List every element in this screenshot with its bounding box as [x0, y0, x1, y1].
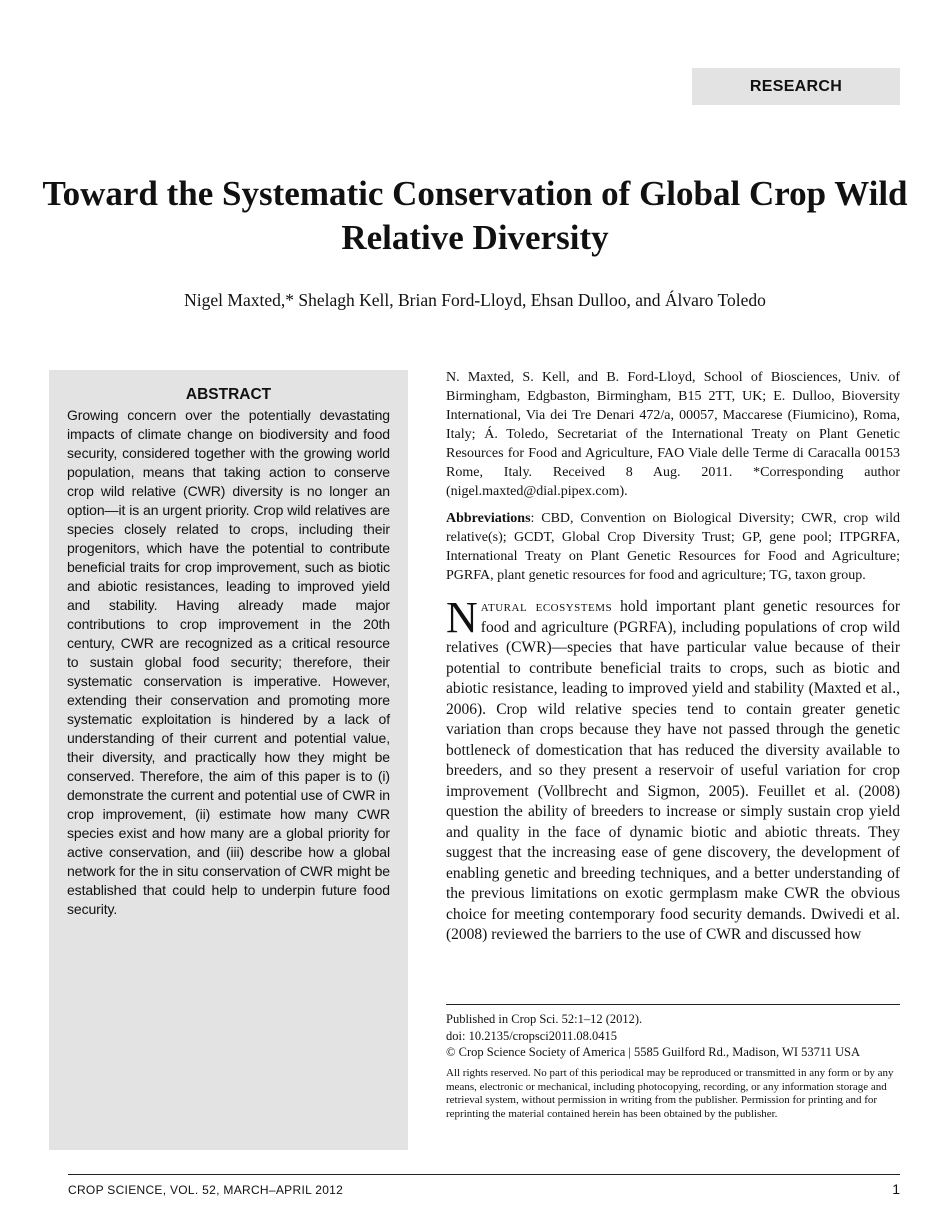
drop-cap: N	[446, 593, 478, 642]
publication-divider	[446, 1004, 900, 1005]
page-number: 1	[892, 1181, 900, 1197]
publication-info	[446, 1011, 900, 1061]
abbreviations-text: : CBD, Convention on Biological Diversity; CWR, crop wild relative(s); GCDT, Global Crop Diversity Trust; GP, gene pool; ITPGRFA, International Treaty on Plant Genetic Resources for Food and Agriculture; PGRFA, plant genetic resources for food and agriculture; TG, taxon group.	[446, 511, 900, 583]
rights-notice: All rights reserved. No part of this periodical may be reproduced or transmitted in any form or by any means, electronic or mechanical, including photocopying, recording, or any information storage and retrieval system, without permission in writing from the publisher. Permission for printing and for reprinting the material contained herein has been obtained by the publisher.	[446, 1067, 894, 1120]
journal-footer: CROP SCIENCE, VOL. 52, MARCH–APRIL 2012	[68, 1183, 344, 1197]
society-address: © Crop Science Society of America | 5585 Guilford Rd., Madison, WI 53711 USA	[446, 1045, 861, 1059]
article-title: Toward the Systematic Conservation of Global Crop Wild Relative Diversity	[42, 174, 908, 257]
section-tag: RESEARCH	[692, 68, 900, 105]
footer-divider	[68, 1174, 900, 1175]
abbreviations	[446, 509, 900, 585]
abstract-heading: ABSTRACT	[185, 386, 272, 403]
body-text: hold important plant genetic resources for food and agriculture (PGRFA), including populations of crop wild relatives (CWR)—species that have particular value because of their potential to contribute beneficial traits to crops, such as biotic and abiotic resistance, leading to improved yield and stability (Maxted et al., 2006). Crop wild relative species tend to contain greater genetic variation than crops because they have not passed through the genetic bottleneck of domestication that has reduced the diversity available to breeders, and so they present a reservoir of useful variation for crop improvement (Vollbrecht and Sigmon, 2005). Feuillet et al. (2008) question the ability of breeders to increase or simply sustain crop yield and quality in the face of dynamic biotic and abiotic threats. They suggest that the increasing ease of gene discovery, the development of enabling genetic and breeding techniques, and a better understanding of the previous limitations on exotic germplasm make CWR the obvious choice for meeting contemporary food security demands. Dwivedi et al. (2008) reviewed the barriers to the use of CWR and discussed how	[446, 598, 900, 943]
author-list: Nigel Maxted,* Shelagh Kell, Brian Ford-Lloyd, Ehsan Dulloo, and Álvaro Toledo	[184, 290, 766, 310]
body-paragraph	[446, 593, 900, 946]
published-in: Published in Crop Sci. 52:1–12 (2012).	[446, 1012, 643, 1026]
doi: doi: 10.2135/cropsci2011.08.0415	[446, 1028, 618, 1043]
abbreviations-label: Abbreviations	[446, 511, 531, 526]
author-affiliations: N. Maxted, S. Kell, and B. Ford-Lloyd, School of Biosciences, Univ. of Birmingham, Edgbaston, Birmingham, B15 2TT, UK; E. Dulloo, Bioversity International, Via dei Tre Denari 472/a, 00057, Maccarese (Fiumicino), Roma, Italy; Á. Toledo, Secretariat of the International Treaty on Plant Genetic Resources for Food and Agriculture, FAO Viale delle Terme di Caracalla 00153 Rome, Italy. Received 8 Aug. 2011. *Corresponding author (nigel.maxted@dial.pipex.com).	[446, 370, 900, 499]
lead-in-smallcaps: atural ecosystems	[480, 598, 613, 615]
abstract-box	[49, 370, 408, 1150]
right-column	[446, 368, 900, 946]
abstract-text: Growing concern over the potentially devastating impacts of climate change on biodiversity and food security, considered together with the growing world population, means that taking action to conserve crop wild relative (CWR) diversity is no longer an option—it is an urgent priority. Crop wild relatives are species closely related to crops, including their progenitors, which have the potential to contribute beneficial traits for crop improvement, such as biotic and abiotic resistances, leading to improved yield and stability. Having already made major contributions to crop improvement in the 20th century, CWR are recognized as a critical resource to sustain global food security; therefore, their systematic conservation is imperative. However, extending their conservation and promoting more systematic exploitation is hindered by a lack of understanding of their current and potential value, their diversity, and practically how they might be conserved. Therefore, the aim of this paper is to (i) demonstrate the current and potential use of CWR in crop improvement, (ii) estimate how many CWR species exist and how many are a global priority for active conservation, and (iii) describe how a global network for the in situ conservation of CWR might be established that could help to underpin future food security.	[67, 407, 390, 917]
